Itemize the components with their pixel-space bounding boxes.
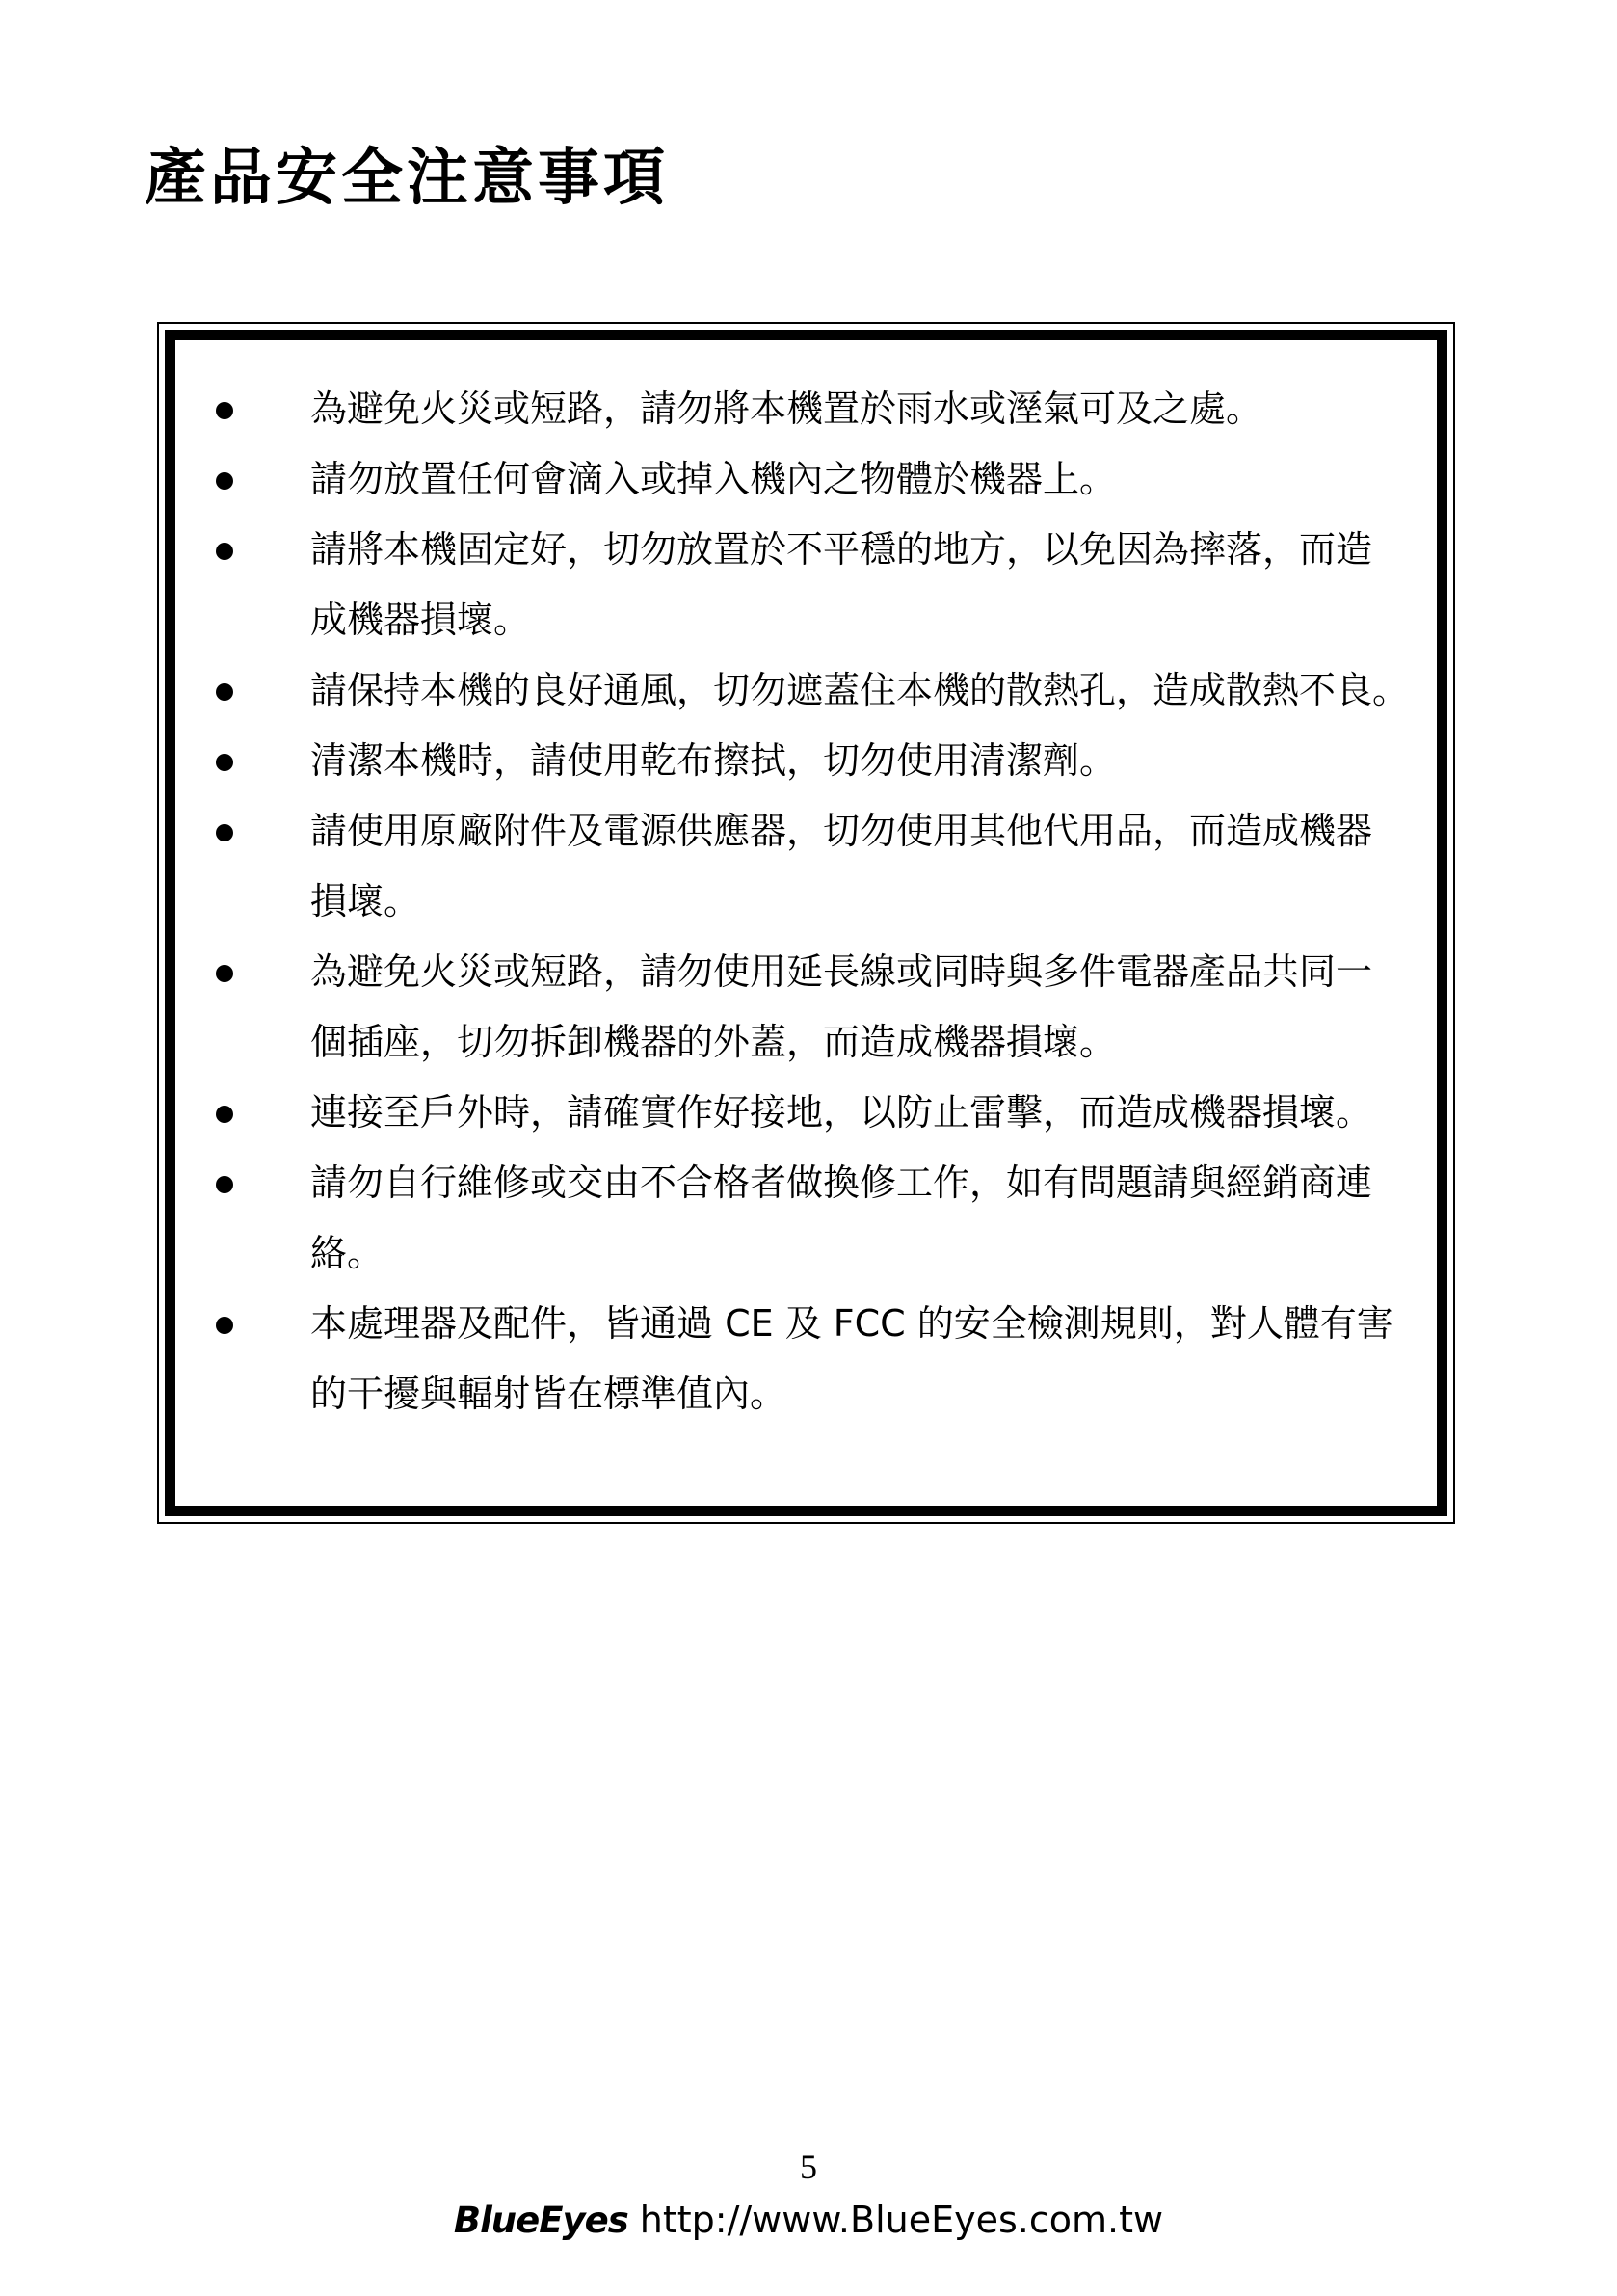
footer-url: http://www.BlueEyes.com.tw xyxy=(639,2199,1164,2241)
bullet-icon xyxy=(216,683,233,701)
bullet-icon xyxy=(216,543,233,560)
bullet-icon xyxy=(216,1106,233,1123)
notice-text-line: 清潔本機時，請使用乾布擦拭，切勿使用清潔劑。 xyxy=(310,739,1117,782)
notice-text-line: 請勿自行維修或交由不合格者做換修工作，如有問題請與經銷商連 xyxy=(310,1161,1373,1204)
bullet-icon xyxy=(216,1176,233,1193)
notice-item xyxy=(175,374,1437,444)
notice-text-line: 個插座，切勿拆卸機器的外蓋，而造成機器損壞。 xyxy=(310,1021,1117,1063)
notice-item xyxy=(175,1078,1437,1148)
notice-text-line: 請勿放置任何會滴入或掉入機內之物體於機器上。 xyxy=(310,458,1117,500)
notice-item xyxy=(175,655,1437,726)
notice-item xyxy=(175,796,1437,937)
safety-notice-inner-border xyxy=(165,330,1447,1516)
notice-text-line: 成機器損壞。 xyxy=(310,599,531,641)
safety-notice-list xyxy=(175,374,1437,1429)
notice-item xyxy=(175,937,1437,1078)
notice-text-line: 請將本機固定好，切勿放置於不平穩的地方，以免因為摔落，而造 xyxy=(310,528,1373,571)
notice-text-line: 連接至戶外時，請確實作好接地，以防止雷擊，而造成機器損壞。 xyxy=(310,1091,1373,1134)
bullet-icon xyxy=(216,965,233,982)
notice-item xyxy=(175,1148,1437,1289)
notice-text-line: 的干擾與輻射皆在標準值內。 xyxy=(310,1373,787,1415)
notice-text-line: 請保持本機的良好通風，切勿遮蓋住本機的散熱孔，造成散熱不良。 xyxy=(310,669,1410,711)
brand-logo-text: BlueEyes xyxy=(453,2200,628,2241)
notice-item xyxy=(175,515,1437,655)
bullet-icon xyxy=(216,1317,233,1334)
notice-text-line: 請使用原廠附件及電源供應器，切勿使用其他代用品，而造成機器 xyxy=(310,810,1373,852)
notice-text-line: 本處理器及配件，皆通過 CE 及 FCC 的安全檢測規則，對人體有害 xyxy=(310,1302,1393,1345)
notice-item xyxy=(175,726,1437,796)
notice-text-line: 損壞。 xyxy=(310,880,421,922)
page-number: 5 xyxy=(800,2148,817,2186)
bullet-icon xyxy=(216,402,233,419)
notice-item xyxy=(175,1289,1437,1429)
footer xyxy=(0,2194,1617,2247)
safety-notice-box xyxy=(157,322,1455,1524)
bullet-icon xyxy=(216,824,233,841)
page-title: 產品安全注意事項 xyxy=(145,143,669,214)
bullet-icon xyxy=(216,472,233,490)
notice-text-line: 為避免火災或短路，請勿使用延長線或同時與多件電器產品共同一 xyxy=(310,950,1373,993)
notice-text-line: 絡。 xyxy=(310,1232,384,1274)
bullet-icon xyxy=(216,754,233,771)
notice-item xyxy=(175,444,1437,515)
notice-text-line: 為避免火災或短路，請勿將本機置於雨水或溼氣可及之處。 xyxy=(310,387,1263,430)
